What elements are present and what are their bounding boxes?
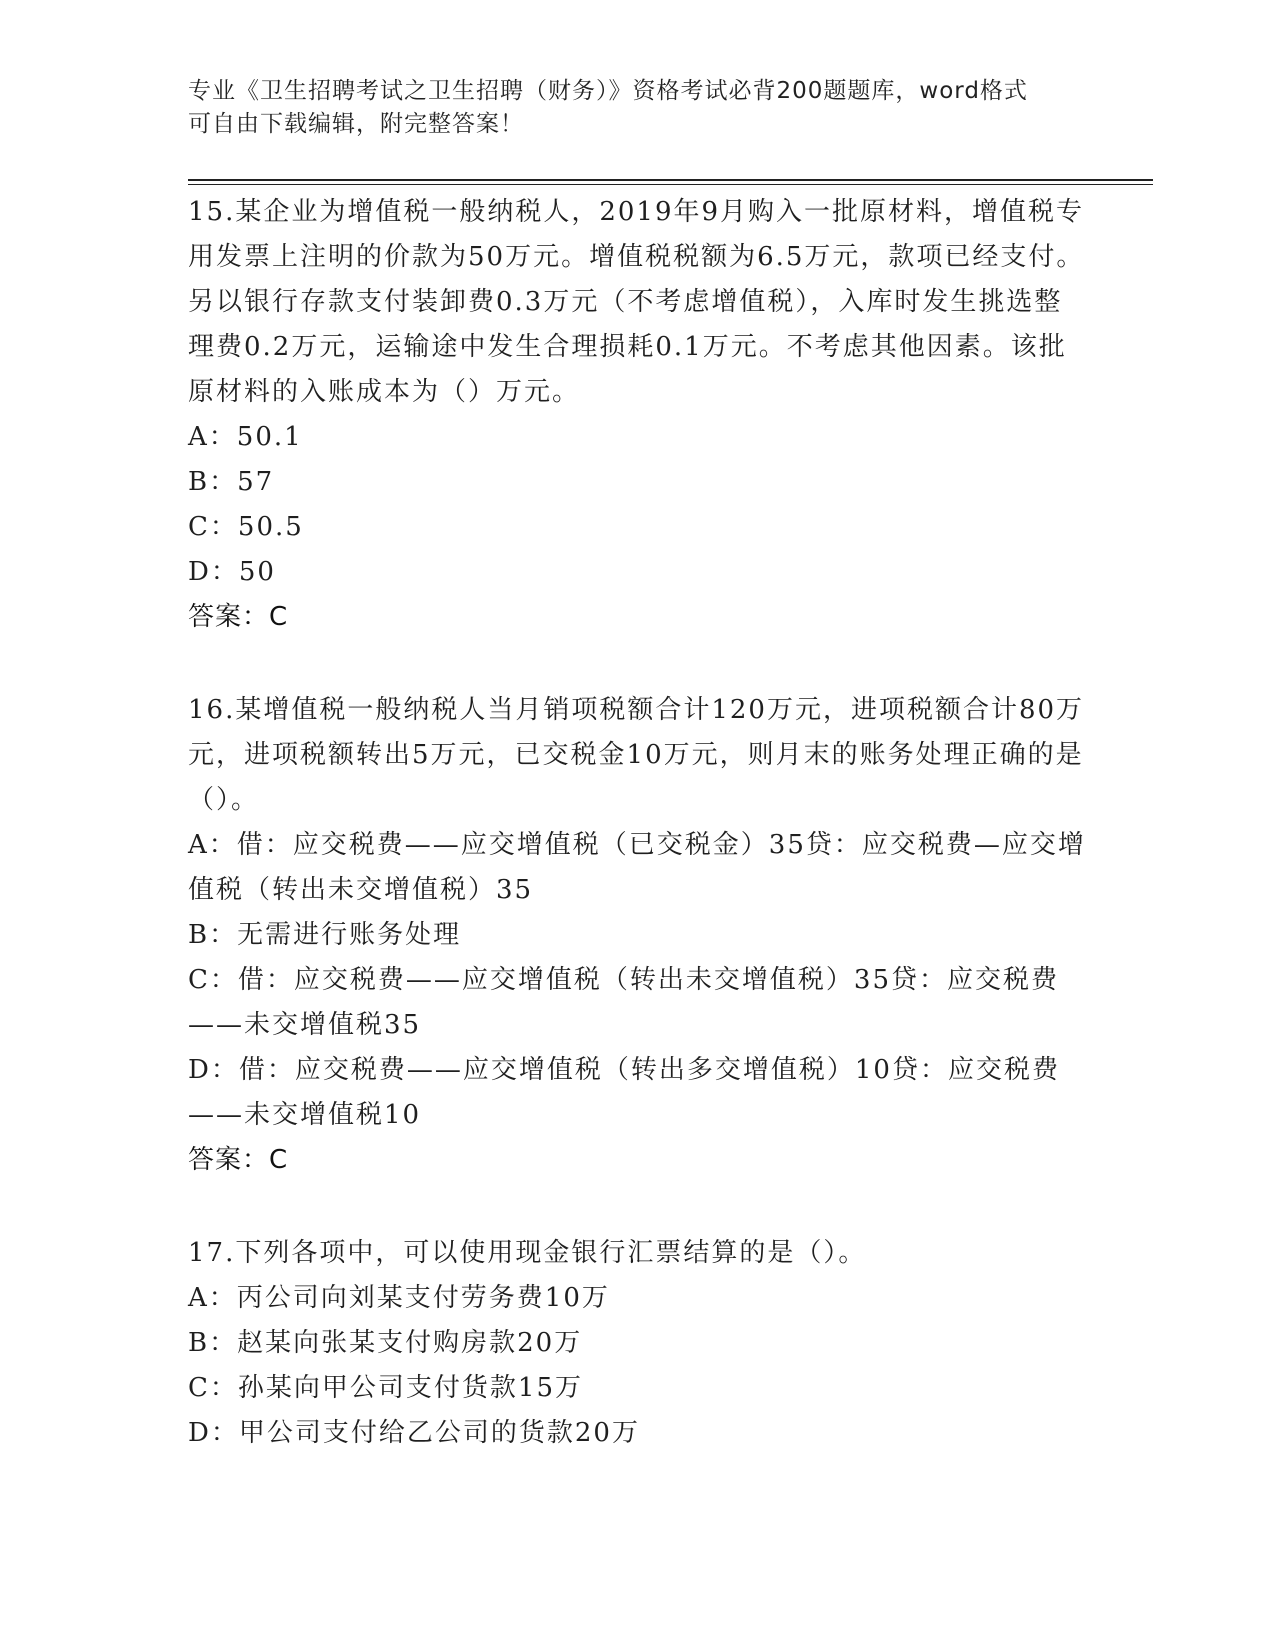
option-a	[188, 415, 1088, 460]
answer-line: 答案：C	[188, 1145, 289, 1175]
option-key: B：	[188, 467, 238, 497]
option-key: B：	[188, 920, 238, 950]
option-text: 孙某向甲公司支付货款15万	[237, 1373, 583, 1403]
option-c	[188, 1366, 1088, 1411]
answer-line: 答案：C	[188, 602, 289, 632]
option-key: A：	[188, 1283, 237, 1313]
option-text: 50.1	[236, 422, 303, 452]
option-key: D：	[188, 557, 239, 587]
header-line-1: 专业《卫生招聘考试之卫生招聘（财务）》资格考试必背200题题库，word格式	[188, 78, 1028, 104]
option-text: 50	[238, 557, 276, 587]
option-text: 57	[237, 467, 275, 497]
option-text: 借：应交税费——应交增值税（转出未交增值税）35贷：应交税费——未交增值税35	[188, 965, 1059, 1040]
option-b	[188, 460, 1088, 505]
header-line-2: 可自由下载编辑，附完整答案！	[188, 111, 524, 137]
option-text: 借：应交税费——应交增值税（已交税金）35贷：应交税费—应交增值税（转出未交增值税）35	[188, 830, 1086, 905]
document-header	[188, 75, 1088, 141]
header-divider-thick	[188, 179, 1153, 181]
option-text: 50.5	[237, 512, 304, 542]
option-key: B：	[188, 1328, 238, 1358]
option-c	[188, 958, 1088, 1048]
option-d	[188, 1411, 1088, 1456]
option-key: D：	[188, 1418, 239, 1448]
option-b	[188, 1321, 1088, 1366]
option-key: C：	[188, 965, 238, 995]
question-16	[188, 688, 1088, 1183]
option-text: 赵某向张某支付购房款20万	[237, 1328, 583, 1358]
option-text: 甲公司支付给乙公司的货款20万	[238, 1418, 640, 1448]
option-c	[188, 505, 1088, 550]
header-divider-thin	[188, 184, 1153, 185]
question-15	[188, 190, 1088, 640]
option-key: A：	[188, 422, 237, 452]
option-text: 借：应交税费——应交增值税（转出多交增值税）10贷：应交税费——未交增值税10	[188, 1055, 1060, 1130]
option-a	[188, 1276, 1088, 1321]
option-key: C：	[188, 1373, 238, 1403]
option-key: C：	[188, 512, 238, 542]
option-text: 无需进行账务处理	[237, 920, 462, 950]
option-text: 丙公司向刘某支付劳务费10万	[236, 1283, 610, 1313]
option-a	[188, 823, 1088, 913]
option-key: A：	[188, 830, 237, 860]
question-text: 16.某增值税一般纳税人当月销项税额合计120万元，进项税额合计80万元，进项税额转出5万元，已交税金10万元，则月末的账务处理正确的是（）。	[188, 695, 1085, 815]
option-b	[188, 913, 1088, 958]
option-d	[188, 1048, 1088, 1138]
question-17	[188, 1231, 1088, 1456]
question-text: 17.下列各项中，可以使用现金银行汇票结算的是（）。	[188, 1238, 867, 1268]
question-list	[188, 190, 1088, 1456]
option-key: D：	[188, 1055, 239, 1085]
option-d	[188, 550, 1088, 595]
question-text: 15.某企业为增值税一般纳税人，2019年9月购入一批原材料，增值税专用发票上注明的价款为50万元。增值税税额为6.5万元，款项已经支付。另以银行存款支付装卸费0.3万元（不考虑增值税），入库时发生挑选整理费0.2万元，运输途中发生合理损耗0.1万元。不考虑其他因素。该批原材料的入账成本为（）万元。	[188, 197, 1085, 407]
